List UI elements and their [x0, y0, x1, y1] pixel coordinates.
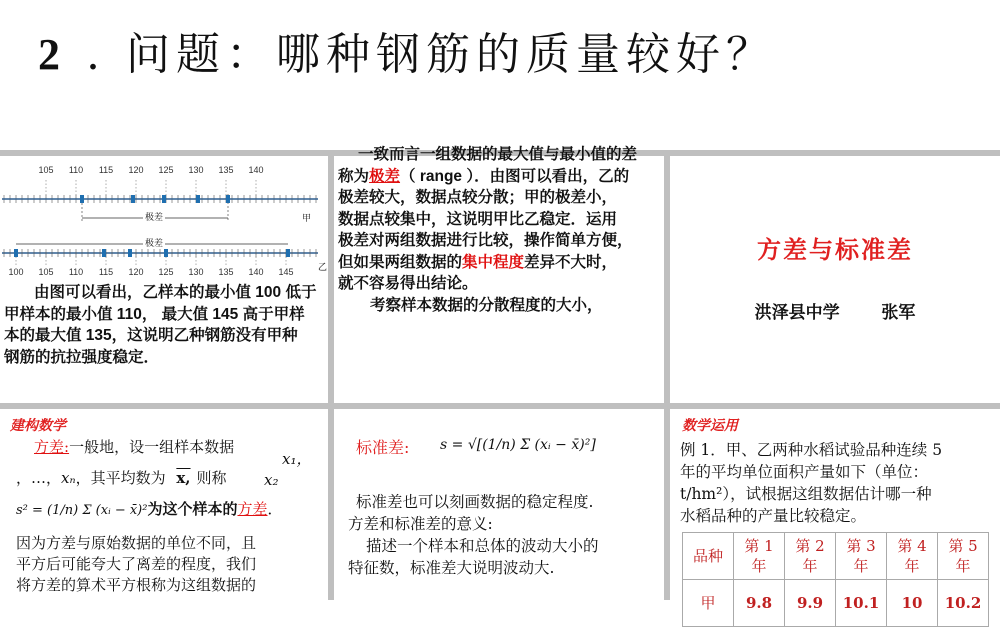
text-line	[338, 166, 664, 188]
table-row	[683, 580, 989, 627]
range-label-top: 极差	[143, 210, 165, 223]
table-cell: 9.9	[785, 580, 836, 627]
data-point	[14, 249, 18, 257]
header-cell: 第 2 年	[785, 533, 836, 580]
text-fragment: 但如果两组数据的	[338, 253, 463, 271]
data-point	[196, 195, 200, 203]
series-label-yi: 乙	[318, 263, 328, 273]
yield-table	[682, 532, 989, 627]
text-line: 钢筋的抗拉强度稳定．	[4, 348, 160, 366]
panel5-text	[348, 491, 660, 579]
stddev-term: 标准差:	[356, 438, 410, 457]
header-cell: 第 5 年	[938, 533, 989, 580]
slide-title	[38, 18, 776, 82]
author-name: 张军	[881, 303, 916, 323]
text-line: 将方差的算术平方根称为这组数据的	[16, 576, 257, 594]
text-fragment: （ range ）．由图可以看出，乙的	[400, 167, 630, 185]
data-point	[102, 249, 106, 257]
section-heading: 数学运用	[682, 418, 738, 434]
tick-label: 135	[218, 165, 234, 175]
text-fragment: 一般地，设一组样本数据	[69, 438, 235, 456]
text-fragment: 则称	[196, 469, 227, 487]
stddev-formula: s = √[(1/n) Σ (xᵢ − x̄)²]	[440, 437, 596, 453]
variance-formula: s² = (1/n) Σ (xᵢ − x̄)²	[16, 503, 148, 518]
panel4-text	[16, 437, 322, 596]
section-heading: 建构数学	[10, 418, 66, 434]
panel-variance-definition[interactable]	[0, 409, 328, 600]
tick-label: 105	[38, 165, 54, 175]
text-line: 甲样本的最小值 110， 最大值 145 高于甲样	[4, 305, 305, 323]
tick-label: 115	[98, 165, 114, 175]
text-line: 数据点较集中，这说明甲比乙稳定．运用	[338, 210, 618, 228]
tick-label: 145	[278, 267, 294, 277]
text-line: 例 1．甲、乙两种水稻试验品种连续 5	[680, 441, 943, 459]
text-line: 平方后可能夸大了离差的程度，我们	[16, 555, 257, 573]
text-line: 由图可以看出，乙样本的最小值 100 低于	[34, 284, 317, 301]
mean-symbol: x,	[176, 469, 191, 487]
text-line: 方差和标准差的意义:	[348, 515, 493, 533]
text-line: 因为方差与原始数据的单位不同，且	[16, 534, 257, 552]
tick-label: 105	[38, 267, 54, 277]
variance-term-inline: 方差	[237, 500, 268, 518]
tick-label: 115	[98, 267, 114, 277]
text-line: 一致而言一组数据的最大值与最小值的差	[358, 146, 638, 163]
byline	[670, 298, 1000, 323]
header-cell: 品种	[683, 533, 734, 580]
text-line: 年的平均单位面积产量如下（单位：	[680, 463, 929, 481]
text-line: 描述一个样本和总体的波动大小的	[366, 537, 599, 555]
school-name: 洪泽县中学	[754, 303, 840, 323]
variance-term: 方差:	[34, 438, 70, 456]
tick-label: 120	[128, 165, 144, 175]
tick-label: 110	[68, 267, 84, 277]
tick-label: 120	[128, 267, 144, 277]
text-fragment: ，…，	[16, 469, 62, 487]
text-line: 就不容易得出结论。	[338, 275, 478, 292]
axis-top	[4, 165, 316, 203]
text-line: 极差较大，数据点较分散；甲的极差小，	[338, 189, 618, 206]
tick-label: 110	[68, 165, 84, 175]
var-xn: xₙ	[61, 469, 76, 487]
data-point	[128, 249, 132, 257]
text-fragment: 称为	[338, 167, 370, 185]
tick-label: 135	[218, 267, 234, 277]
panel-standard-deviation[interactable]	[334, 409, 664, 600]
table-cell: 10.1	[836, 580, 887, 627]
title-number: 2	[38, 30, 66, 79]
text-fragment: ，其平均数为	[75, 469, 166, 487]
text-line	[338, 252, 664, 274]
text-line: 水稻品种的产量比较稳定。	[680, 507, 867, 525]
header-cell: 第 1 年	[734, 533, 785, 580]
text-line: t/hm²），试根据这组数据估计哪一种	[680, 485, 932, 503]
panel1-text	[4, 282, 326, 368]
tick-label: 125	[158, 165, 174, 175]
table-cell: 10	[887, 580, 938, 627]
variance-heading: 方差与标准差	[757, 236, 913, 264]
data-point	[80, 195, 84, 203]
text-fragment: ．	[267, 500, 283, 518]
text-fragment: 差异不大时，	[524, 253, 618, 271]
text-line: 极差对两组数据进行比较，操作简单方便，	[338, 232, 633, 249]
tick-label: 130	[188, 267, 204, 277]
range-label-bottom: 极差	[143, 236, 165, 249]
panel-range-chart[interactable]	[0, 156, 328, 403]
text-line	[16, 499, 322, 521]
table-cell: 10.2	[938, 580, 989, 627]
series-label-jia: 甲	[302, 214, 312, 224]
header-cell: 第 4 年	[887, 533, 938, 580]
header-cell: 第 3 年	[836, 533, 887, 580]
table-cell: 9.8	[734, 580, 785, 627]
data-point	[286, 249, 290, 257]
data-point	[226, 195, 230, 203]
tick-label: 140	[248, 267, 264, 277]
panel-title-slide[interactable]	[670, 156, 1000, 403]
vars-x1-x2: x₁，x₂	[264, 450, 312, 489]
panel-range-definition[interactable]	[334, 146, 664, 403]
title-separator: .	[86, 29, 106, 80]
data-point	[131, 195, 135, 203]
tick-label: 130	[188, 165, 204, 175]
table-cell: 甲	[683, 580, 734, 627]
range-term: 极差	[369, 167, 401, 185]
panel2-text	[338, 144, 664, 316]
text-line: 标准差也可以刻画数据的稳定程度.	[356, 493, 594, 511]
data-point	[164, 249, 168, 257]
slide-thumbnail-grid	[0, 146, 1000, 612]
text-line: 本的最大值 135，这说明乙种钢筋没有甲种	[4, 327, 298, 344]
text-fragment: 为这个样本的	[147, 501, 238, 518]
tick-label: 100	[8, 267, 24, 277]
panel-example[interactable]	[670, 409, 1000, 612]
example-text	[680, 439, 998, 527]
concentration-term: 集中程度	[462, 253, 525, 271]
table-row	[683, 533, 989, 580]
data-point	[162, 195, 166, 203]
title-text: 问题：哪种钢筋的质量较好？	[126, 29, 776, 80]
text-line: 特征数，标准差大说明波动大.	[348, 559, 555, 577]
text-line: 考察样本数据的分散程度的大小，	[370, 296, 603, 314]
tick-label: 140	[248, 165, 264, 175]
tick-label: 125	[158, 267, 174, 277]
